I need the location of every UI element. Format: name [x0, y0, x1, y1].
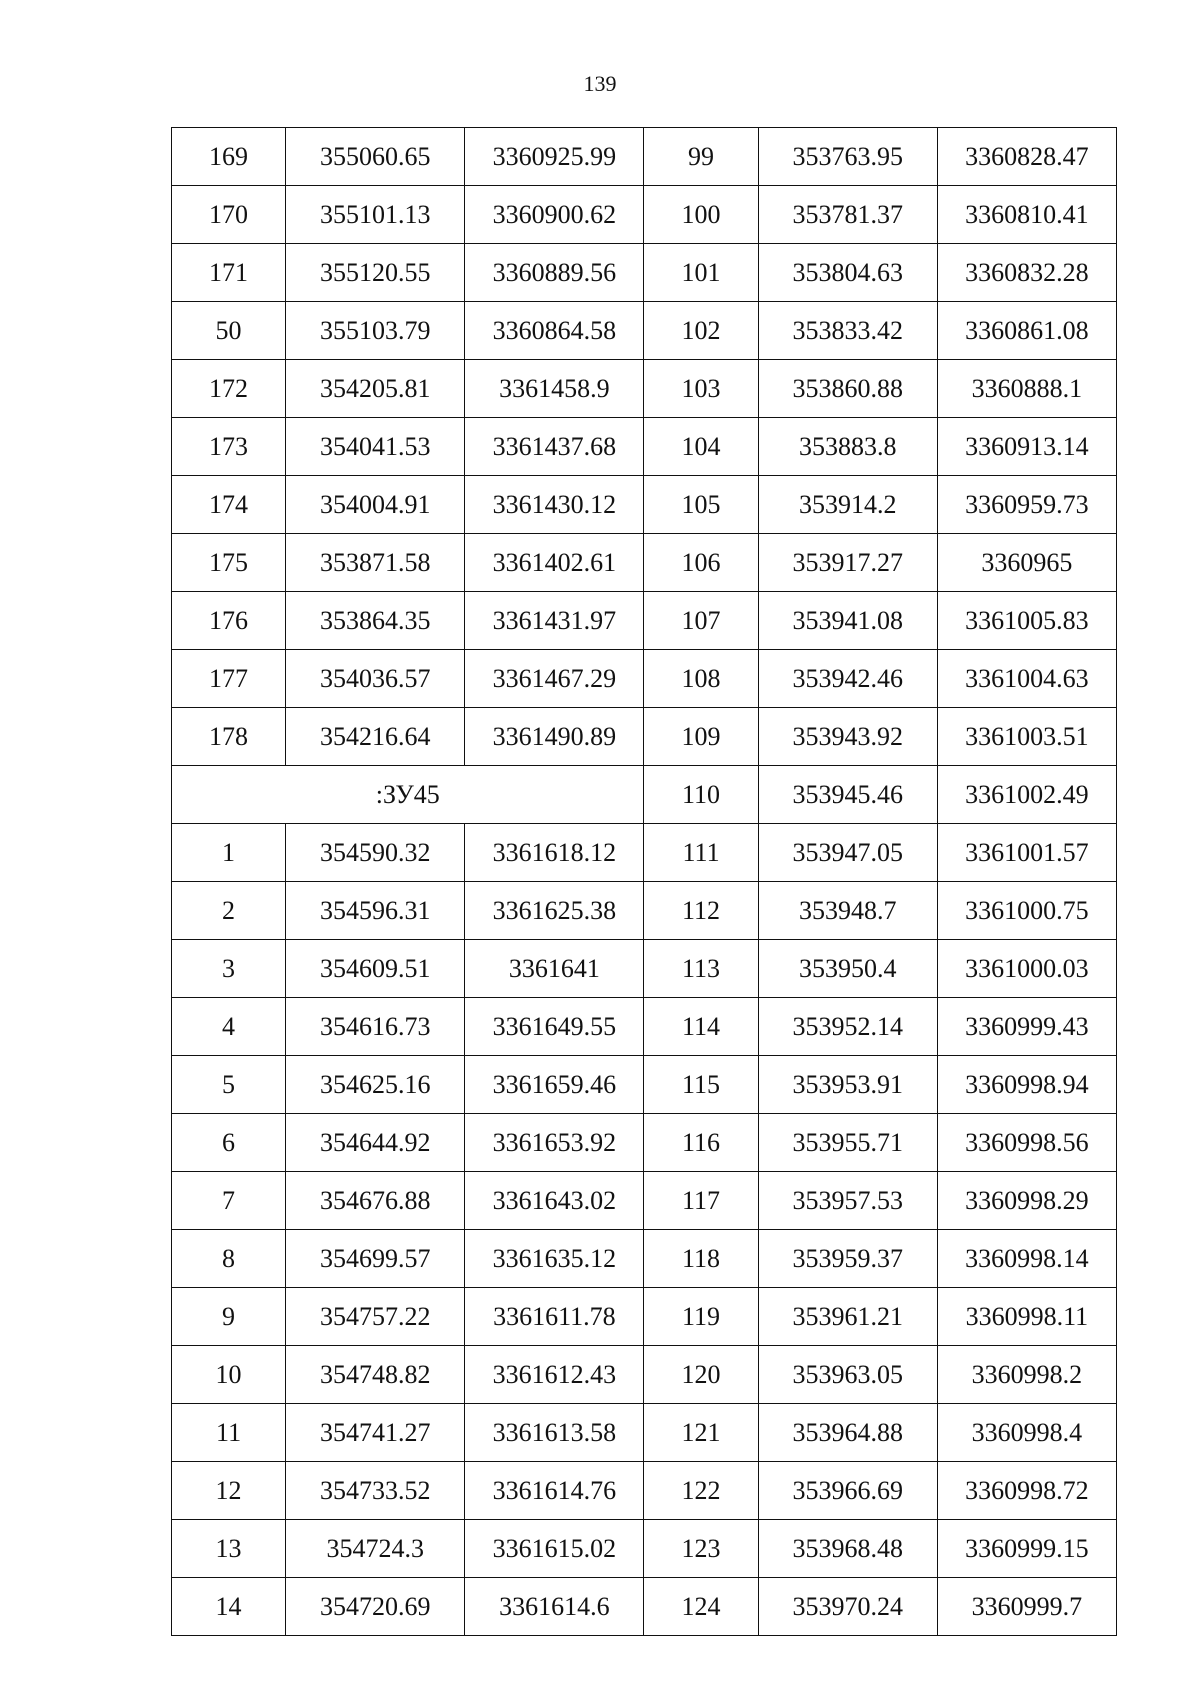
left-x-coordinate: 354676.88	[286, 1172, 465, 1230]
right-point-number: 111	[644, 824, 758, 882]
right-x-coordinate: 353948.7	[758, 882, 937, 940]
left-y-coordinate: 3361615.02	[465, 1520, 644, 1578]
left-y-coordinate: 3361641	[465, 940, 644, 998]
right-y-coordinate: 3360832.28	[937, 244, 1116, 302]
right-x-coordinate: 353942.46	[758, 650, 937, 708]
right-point-number: 123	[644, 1520, 758, 1578]
right-y-coordinate: 3360998.11	[937, 1288, 1116, 1346]
left-y-coordinate: 3361612.43	[465, 1346, 644, 1404]
table-row	[172, 1404, 1117, 1462]
left-y-coordinate: 3361614.76	[465, 1462, 644, 1520]
right-x-coordinate: 353860.88	[758, 360, 937, 418]
right-x-coordinate: 353833.42	[758, 302, 937, 360]
left-y-coordinate: 3361611.78	[465, 1288, 644, 1346]
table-row	[172, 650, 1117, 708]
right-x-coordinate: 353970.24	[758, 1578, 937, 1636]
table-row	[172, 360, 1117, 418]
right-y-coordinate: 3361003.51	[937, 708, 1116, 766]
left-point-number: 8	[172, 1230, 286, 1288]
left-point-number: 170	[172, 186, 286, 244]
page-number: 139	[583, 71, 617, 96]
right-point-number: 104	[644, 418, 758, 476]
left-x-coordinate: 354036.57	[286, 650, 465, 708]
left-y-coordinate: 3361625.38	[465, 882, 644, 940]
right-x-coordinate: 353950.4	[758, 940, 937, 998]
right-y-coordinate: 3360888.1	[937, 360, 1116, 418]
right-point-number: 109	[644, 708, 758, 766]
left-x-coordinate: 353864.35	[286, 592, 465, 650]
left-y-coordinate: 3361437.68	[465, 418, 644, 476]
right-x-coordinate: 353964.88	[758, 1404, 937, 1462]
right-y-coordinate: 3360861.08	[937, 302, 1116, 360]
left-x-coordinate: 354041.53	[286, 418, 465, 476]
right-x-coordinate: 353941.08	[758, 592, 937, 650]
right-x-coordinate: 353966.69	[758, 1462, 937, 1520]
left-point-number: 12	[172, 1462, 286, 1520]
table-row	[172, 998, 1117, 1056]
left-y-coordinate: 3360925.99	[465, 128, 644, 186]
table-row	[172, 708, 1117, 766]
left-point-number: 176	[172, 592, 286, 650]
right-point-number: 119	[644, 1288, 758, 1346]
left-y-coordinate: 3360864.58	[465, 302, 644, 360]
left-point-number: 10	[172, 1346, 286, 1404]
left-y-coordinate: 3360889.56	[465, 244, 644, 302]
left-y-coordinate: 3361431.97	[465, 592, 644, 650]
left-x-coordinate: 354741.27	[286, 1404, 465, 1462]
right-point-number: 101	[644, 244, 758, 302]
left-y-coordinate: 3361659.46	[465, 1056, 644, 1114]
right-point-number: 102	[644, 302, 758, 360]
left-point-number: 7	[172, 1172, 286, 1230]
table-row	[172, 1056, 1117, 1114]
right-x-coordinate: 353914.2	[758, 476, 937, 534]
right-y-coordinate: 3360913.14	[937, 418, 1116, 476]
left-point-number: 177	[172, 650, 286, 708]
right-point-number: 103	[644, 360, 758, 418]
right-x-coordinate: 353883.8	[758, 418, 937, 476]
table-row	[172, 186, 1117, 244]
right-x-coordinate: 353763.95	[758, 128, 937, 186]
right-y-coordinate: 3360999.43	[937, 998, 1116, 1056]
left-x-coordinate: 354699.57	[286, 1230, 465, 1288]
left-x-coordinate: 354748.82	[286, 1346, 465, 1404]
left-point-number: 173	[172, 418, 286, 476]
table-row	[172, 1520, 1117, 1578]
left-x-coordinate: 354757.22	[286, 1288, 465, 1346]
right-point-number: 110	[644, 766, 758, 824]
right-point-number: 124	[644, 1578, 758, 1636]
right-x-coordinate: 353947.05	[758, 824, 937, 882]
right-y-coordinate: 3360998.72	[937, 1462, 1116, 1520]
table-row	[172, 128, 1117, 186]
right-point-number: 121	[644, 1404, 758, 1462]
left-point-number: 9	[172, 1288, 286, 1346]
right-y-coordinate: 3360998.56	[937, 1114, 1116, 1172]
right-y-coordinate: 3360965	[937, 534, 1116, 592]
right-y-coordinate: 3361005.83	[937, 592, 1116, 650]
right-point-number: 106	[644, 534, 758, 592]
right-x-coordinate: 353959.37	[758, 1230, 937, 1288]
left-x-coordinate: 353871.58	[286, 534, 465, 592]
right-point-number: 108	[644, 650, 758, 708]
right-y-coordinate: 3361001.57	[937, 824, 1116, 882]
right-y-coordinate: 3360999.7	[937, 1578, 1116, 1636]
section-label-cell: :ЗУ45	[172, 766, 644, 824]
left-point-number: 11	[172, 1404, 286, 1462]
left-x-coordinate: 354590.32	[286, 824, 465, 882]
left-x-coordinate: 354724.3	[286, 1520, 465, 1578]
left-point-number: 175	[172, 534, 286, 592]
left-x-coordinate: 354004.91	[286, 476, 465, 534]
right-y-coordinate: 3360999.15	[937, 1520, 1116, 1578]
left-x-coordinate: 354616.73	[286, 998, 465, 1056]
left-point-number: 6	[172, 1114, 286, 1172]
right-y-coordinate: 3360810.41	[937, 186, 1116, 244]
right-y-coordinate: 3360828.47	[937, 128, 1116, 186]
right-point-number: 116	[644, 1114, 758, 1172]
left-x-coordinate: 354720.69	[286, 1578, 465, 1636]
left-y-coordinate: 3361643.02	[465, 1172, 644, 1230]
left-x-coordinate: 354609.51	[286, 940, 465, 998]
left-x-coordinate: 355060.65	[286, 128, 465, 186]
right-point-number: 115	[644, 1056, 758, 1114]
right-point-number: 99	[644, 128, 758, 186]
table-row	[172, 1346, 1117, 1404]
left-point-number: 2	[172, 882, 286, 940]
left-x-coordinate: 355120.55	[286, 244, 465, 302]
right-x-coordinate: 353781.37	[758, 186, 937, 244]
table-row	[172, 882, 1117, 940]
left-x-coordinate: 354596.31	[286, 882, 465, 940]
left-x-coordinate: 355101.13	[286, 186, 465, 244]
table-row	[172, 244, 1117, 302]
right-x-coordinate: 353804.63	[758, 244, 937, 302]
table-row	[172, 302, 1117, 360]
table-row	[172, 1578, 1117, 1636]
table-row	[172, 1172, 1117, 1230]
right-x-coordinate: 353957.53	[758, 1172, 937, 1230]
left-x-coordinate: 354216.64	[286, 708, 465, 766]
right-x-coordinate: 353961.21	[758, 1288, 937, 1346]
right-point-number: 107	[644, 592, 758, 650]
right-point-number: 105	[644, 476, 758, 534]
right-x-coordinate: 353943.92	[758, 708, 937, 766]
coordinates-table-body	[172, 128, 1117, 1636]
table-row	[172, 534, 1117, 592]
right-x-coordinate: 353945.46	[758, 766, 937, 824]
left-point-number: 14	[172, 1578, 286, 1636]
left-x-coordinate: 354625.16	[286, 1056, 465, 1114]
left-y-coordinate: 3361635.12	[465, 1230, 644, 1288]
left-point-number: 50	[172, 302, 286, 360]
right-y-coordinate: 3361004.63	[937, 650, 1116, 708]
right-point-number: 114	[644, 998, 758, 1056]
right-y-coordinate: 3361000.03	[937, 940, 1116, 998]
right-y-coordinate: 3361000.75	[937, 882, 1116, 940]
table-row	[172, 824, 1117, 882]
left-point-number: 13	[172, 1520, 286, 1578]
left-y-coordinate: 3360900.62	[465, 186, 644, 244]
left-point-number: 169	[172, 128, 286, 186]
left-y-coordinate: 3361649.55	[465, 998, 644, 1056]
left-point-number: 178	[172, 708, 286, 766]
left-x-coordinate: 354205.81	[286, 360, 465, 418]
left-point-number: 1	[172, 824, 286, 882]
section-row	[172, 766, 1117, 824]
table-row	[172, 476, 1117, 534]
right-point-number: 113	[644, 940, 758, 998]
left-x-coordinate: 355103.79	[286, 302, 465, 360]
right-y-coordinate: 3360959.73	[937, 476, 1116, 534]
right-point-number: 118	[644, 1230, 758, 1288]
table-row	[172, 1288, 1117, 1346]
coordinates-table	[171, 127, 1117, 1636]
left-y-coordinate: 3361614.6	[465, 1578, 644, 1636]
table-row	[172, 940, 1117, 998]
right-point-number: 112	[644, 882, 758, 940]
table-row	[172, 1230, 1117, 1288]
left-y-coordinate: 3361402.61	[465, 534, 644, 592]
right-x-coordinate: 353953.91	[758, 1056, 937, 1114]
left-y-coordinate: 3361653.92	[465, 1114, 644, 1172]
right-y-coordinate: 3360998.29	[937, 1172, 1116, 1230]
left-point-number: 172	[172, 360, 286, 418]
right-x-coordinate: 353955.71	[758, 1114, 937, 1172]
left-y-coordinate: 3361613.58	[465, 1404, 644, 1462]
left-point-number: 5	[172, 1056, 286, 1114]
left-point-number: 4	[172, 998, 286, 1056]
left-x-coordinate: 354733.52	[286, 1462, 465, 1520]
table-row	[172, 418, 1117, 476]
right-y-coordinate: 3360998.2	[937, 1346, 1116, 1404]
right-y-coordinate: 3360998.4	[937, 1404, 1116, 1462]
right-x-coordinate: 353952.14	[758, 998, 937, 1056]
right-x-coordinate: 353917.27	[758, 534, 937, 592]
left-y-coordinate: 3361458.9	[465, 360, 644, 418]
table-row	[172, 592, 1117, 650]
left-y-coordinate: 3361467.29	[465, 650, 644, 708]
right-point-number: 117	[644, 1172, 758, 1230]
right-point-number: 120	[644, 1346, 758, 1404]
left-point-number: 3	[172, 940, 286, 998]
left-y-coordinate: 3361430.12	[465, 476, 644, 534]
left-point-number: 174	[172, 476, 286, 534]
right-x-coordinate: 353968.48	[758, 1520, 937, 1578]
left-y-coordinate: 3361618.12	[465, 824, 644, 882]
table-row	[172, 1114, 1117, 1172]
right-point-number: 122	[644, 1462, 758, 1520]
left-y-coordinate: 3361490.89	[465, 708, 644, 766]
table-row	[172, 1462, 1117, 1520]
right-point-number: 100	[644, 186, 758, 244]
left-point-number: 171	[172, 244, 286, 302]
right-y-coordinate: 3361002.49	[937, 766, 1116, 824]
left-x-coordinate: 354644.92	[286, 1114, 465, 1172]
right-x-coordinate: 353963.05	[758, 1346, 937, 1404]
right-y-coordinate: 3360998.14	[937, 1230, 1116, 1288]
right-y-coordinate: 3360998.94	[937, 1056, 1116, 1114]
